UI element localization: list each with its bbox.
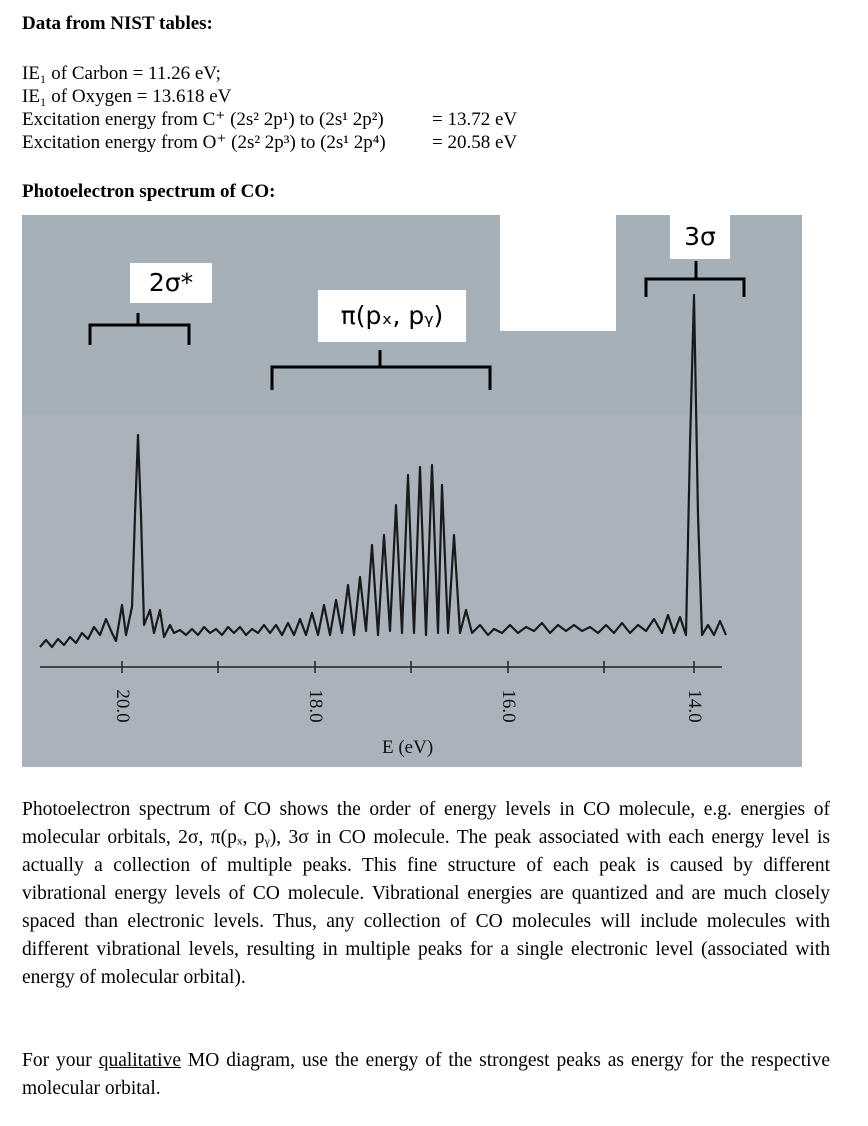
instruction-qualitative: qualitative bbox=[98, 1050, 181, 1071]
explanation-paragraph: Photoelectron spectrum of CO shows the order of energy levels in CO molecule, e.g. energies of molecular orbitals, 2σ, π(pₓ, pᵧ), 3σ in CO molecule. The peak associated with each energy level is actually a collection of multiple peaks. This fine structure of each peak is caused by different vibrational energy levels of CO molecule. Vibrational energies are quantized and are much closely spaced than electronic levels. Thus, any collection of CO molecules will include molecules with different vibrational levels, resulting in multiple peaks for a single electronic level (associated with energy of molecular orbital). bbox=[22, 799, 830, 988]
instruction-paragraph bbox=[22, 1047, 830, 1103]
tick-label-18: 18.0 bbox=[305, 689, 326, 723]
ie-oxygen-line: IE₁ of Oxygen = 13.618 eV bbox=[22, 86, 232, 107]
instruction-end: MO diagram, use the energy of the strongest peaks as energy for the respective molecular orbital. bbox=[22, 1050, 831, 1099]
label-pi: π(pₓ, pᵧ) bbox=[318, 290, 466, 342]
spectrum-heading: Photoelectron spectrum of CO: bbox=[22, 181, 276, 202]
label-2sigma-star: 2σ* bbox=[130, 263, 212, 303]
label-3sigma: 3σ bbox=[670, 215, 730, 259]
tick-label-14: 14.0 bbox=[684, 689, 705, 723]
excitation-carbon-line bbox=[22, 109, 518, 131]
spectrum-figure bbox=[22, 215, 802, 767]
excitation-oxygen-text: Excitation energy from O⁺ (2s² 2p³) to (2s¹ 2p⁴) bbox=[22, 132, 386, 153]
excitation-carbon-text: Excitation energy from C⁺ (2s² 2p¹) to (2s¹ 2p²) bbox=[22, 109, 384, 130]
masked-area bbox=[500, 215, 616, 331]
tick-label-20: 20.0 bbox=[112, 689, 133, 723]
instruction-start: For your bbox=[22, 1050, 99, 1071]
excitation-oxygen-value: = 20.58 eV bbox=[432, 132, 518, 153]
x-axis-label: E (eV) bbox=[382, 737, 434, 758]
nist-heading: Data from NIST tables: bbox=[22, 13, 213, 34]
ie-carbon-line: IE₁ of Carbon = 11.26 eV; bbox=[22, 63, 221, 84]
excitation-oxygen-line bbox=[22, 132, 518, 154]
tick-label-16: 16.0 bbox=[498, 689, 519, 723]
excitation-carbon-value: = 13.72 eV bbox=[432, 109, 518, 130]
